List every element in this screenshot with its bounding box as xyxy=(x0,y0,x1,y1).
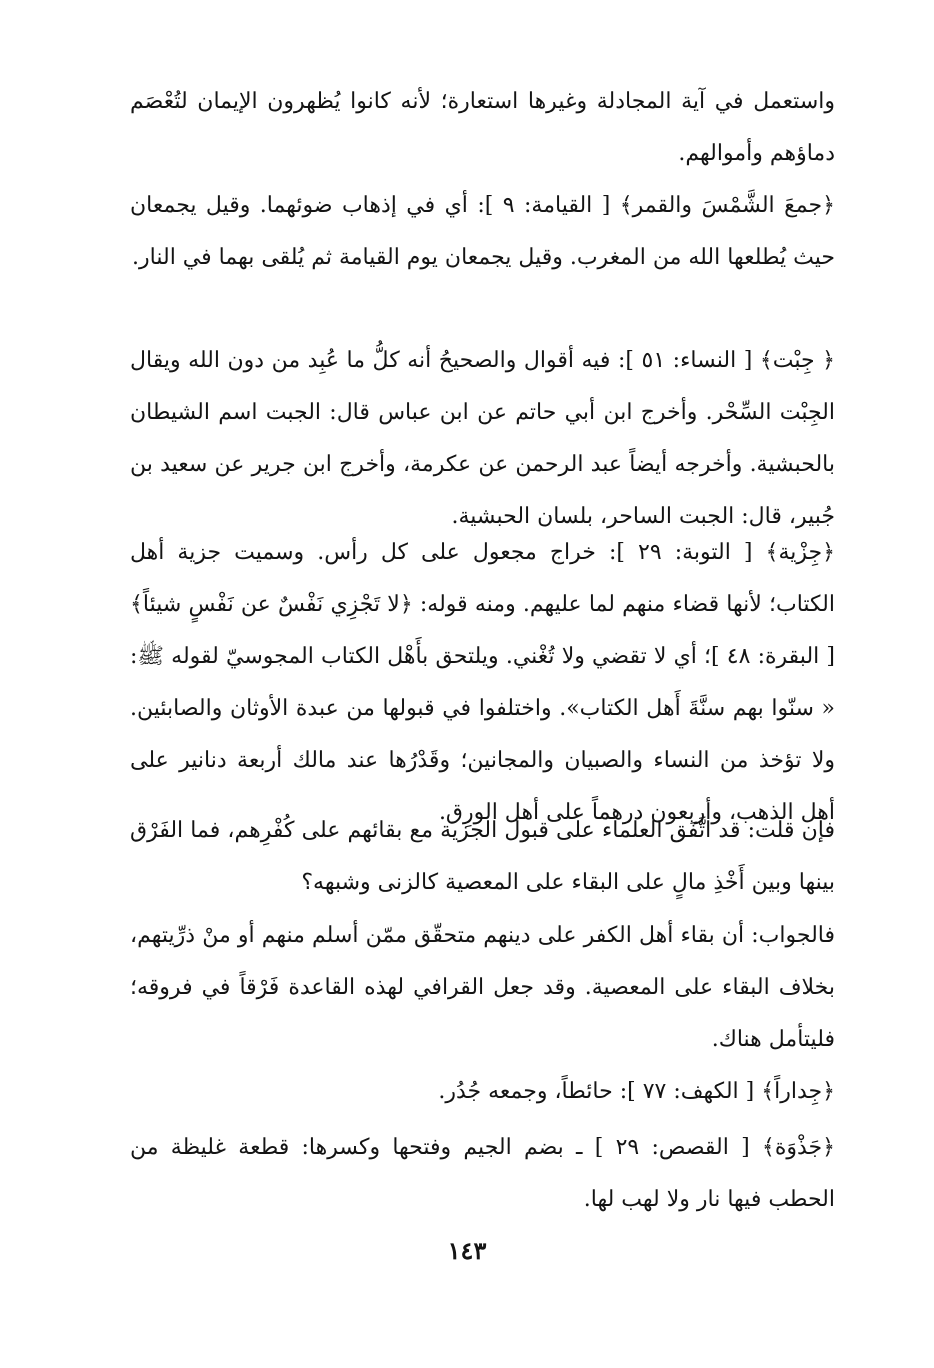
paragraph-question: فإن قلت: قد اتَّفَق العلماء على قبول الجزية مع بقائهم على كُفْرِهم، فما الفَرْق بينها وبين أَخْذِ مالٍ على البقاء على المعصية كالزنى وشبهه؟ xyxy=(130,818,835,895)
paragraph-jadhwa: ﴿جَذْوَة﴾ [ القصص: ٢٩ ] ـ بضم الجيم وفتحها وكسرها: قطعة غليظة من الحطب فيها نار ولا لهب لها. xyxy=(130,1135,836,1212)
page-number: ١٤٣ xyxy=(447,1236,487,1265)
paragraph-jibt: ﴿ جِبْت﴾ [ النساء: ٥١ ]: فيه أقوال والصحيحُ أنه كلُّ ما عُبِد من دون الله ويقال الجِبْت السِّحْر. وأخرج ابن أبي حاتم عن ابن عباس قال: الجبت اسم الشيطان بالحبشية. وأخرجه أيضاً عبد الرحمن عن عكرمة، وأخرج ابن جرير عن سعيد بن جُبير، قال: الجبت الساحر، بلسان الحبشية. xyxy=(130,348,836,529)
paragraph-jidar: ﴿جِداراً﴾ [ الكهف: ٧٧ ]: حائطاً، وجمعه جُدُر. xyxy=(438,1079,835,1104)
paragraph-jama-ashams: ﴿جمعَ الشَّمْسَ والقمر﴾ [ القيامة: ٩ ]: أي في إذهاب ضوئهما. وقيل يجمعان حيث يُطلعها الله من المغرب. وقيل يجمعان يوم القيامة ثم يُلقى بهما في النار. xyxy=(130,193,835,270)
paragraph-answer: فالجواب: أن بقاء أهل الكفر على دينهم متحقّق ممّن أسلم منهم أو منْ ذرِّيتهم، بخلاف البقاء على المعصية. وقد جعل القرافي لهذه القاعدة فَرْقاً في فروقه؛ فليتأمل هناك. xyxy=(130,923,835,1052)
paragraph-jizya: ﴿جِزْية﴾ [ التوبة: ٢٩ ]: خراج مجعول على كل رأس. وسميت جزية أهل الكتاب؛ لأنها قضاء منهم لما عليهم. ومنه قوله: ﴿لا تَجْزِي نَفْسٌ عن نَفْسٍ شيئاً﴾ [ البقرة: ٤٨ ]؛ أي لا تقضي ولا تُغْني. ويلتحق بأَهْل الكتاب المجوسيّ لقوله ﷺ: « سنّوا بهم سنَّةَ أَهل الكتاب». واختلفوا في قبولها من عبدة الأوثان والصابئين. ولا تؤخذ من النساء والصبيان والمجانين؛ وقَدْرُها عند مالك أربعة دنانير على أهل الذهب، وأربعون درهماً على أهل الورِق. xyxy=(130,540,835,825)
paragraph-continuation: واستعمل في آية المجادلة وغيرها استعارة؛ لأنه كانوا يُظهرون الإيمان لتُعْصَم دماؤهم وأموالهم. xyxy=(130,89,835,166)
